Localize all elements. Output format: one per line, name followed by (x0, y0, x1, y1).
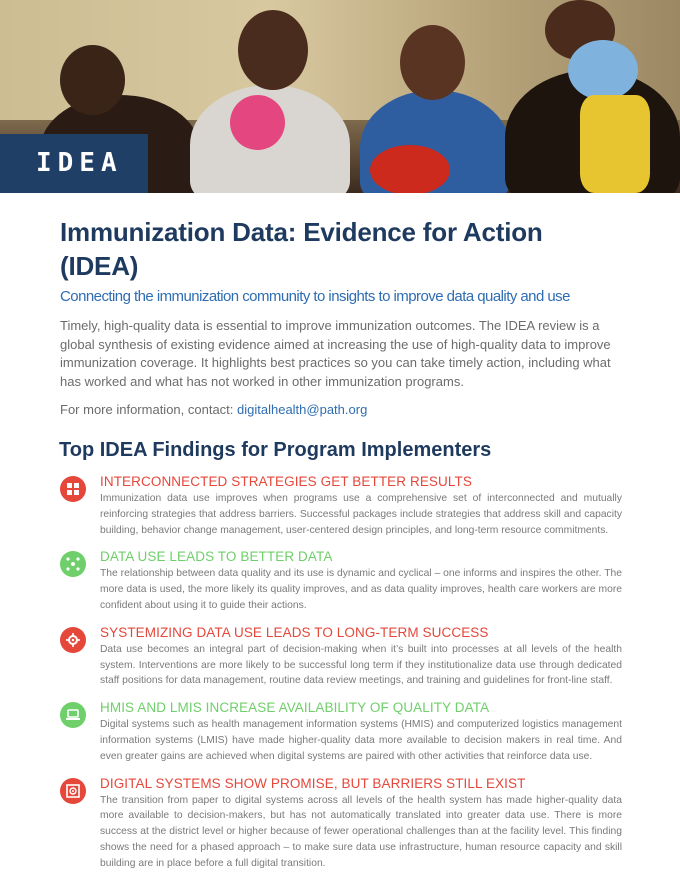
page-subtitle: Connecting the immunization community to insights to improve data quality and use (60, 288, 570, 305)
laptop-icon (60, 702, 86, 728)
hero-wrap-yellow (580, 95, 650, 193)
hero-person-3-head (400, 25, 465, 100)
puzzle-icon (60, 476, 86, 502)
intro-paragraph: Timely, high-quality data is essential to improve immunization outcomes. The IDEA review is a global synthesis of existing evidence aimed at increasing the use of high-quality data to improve immunization coverage. It highlights best practices so you can take timely action, including what has worked and what has not worked in other immunization programs. (60, 318, 611, 389)
finding-item (60, 624, 622, 689)
finding-item (60, 473, 622, 538)
network-icon (60, 551, 86, 577)
idea-tag: IDEA (0, 134, 148, 193)
hero-baby-pink (230, 95, 285, 150)
contact-line (60, 401, 622, 419)
hero-person-1-head (60, 45, 125, 115)
finding-item (60, 548, 622, 613)
finding-heading: SYSTEMIZING DATA USE LEADS TO LONG-TERM SUCCESS (100, 624, 489, 640)
finding-body: The relationship between data quality and its use is dynamic and cyclical – one informs and inspires the other. The more data is used, the more likely its quality improves, and as data quality improves, health care workers are more confident about using it to guide their actions. (100, 568, 622, 611)
hero-baby-red (370, 145, 450, 193)
gears-icon (60, 627, 86, 653)
page-title: Immunization Data: Evidence for Action (IDEA) (60, 217, 543, 281)
finding-heading: INTERCONNECTED STRATEGIES GET BETTER RESULTS (100, 474, 472, 489)
finding-heading: HMIS AND LMIS INCREASE AVAILABILITY OF QUALITY DATA (100, 700, 490, 716)
main-content (60, 215, 622, 872)
finding-item (60, 699, 622, 764)
finding-body: Data use becomes an integral part of decision-making when it’s built into processes at all levels of the health system. Interventions are more likely to be successful long term if they institutionalize data use through dedicated staff positions for data management, routine data review meetings, and training and guidelines for front-line staff. (100, 643, 622, 687)
finding-heading: DATA USE LEADS TO BETTER DATA (100, 549, 333, 565)
hero-baby-blue (568, 40, 638, 100)
contact-prefix: For more information, contact: (60, 402, 238, 417)
contact-email-link[interactable]: digitalhealth@path.org (237, 402, 368, 417)
findings-section-title: Top IDEA Findings for Program Implementers (59, 439, 492, 461)
finding-heading: DIGITAL SYSTEMS SHOW PROMISE, BUT BARRIERS STILL EXIST (100, 775, 526, 791)
hero-person-2-head (238, 10, 308, 90)
finding-body: Digital systems such as health management information systems (HMIS) and computerized logistics management information systems (LMIS) have made higher-quality data more available to decision makers in real time. And even greater gains are achieved when digital systems are paired with other activities that reinforce data use. (100, 719, 622, 762)
target-icon (60, 778, 86, 804)
finding-body: Immunization data use improves when programs use a comprehensive set of interconnected and mutually reinforcing strategies that address barriers. Successful packages include strategies that address skill and capacity building, behavior change management, user-centered design principles, and long-term resource commitments. (100, 493, 622, 536)
finding-body: The transition from paper to digital systems across all levels of the health system has made higher-quality data more available to decision-makers, but has not automatically translated into greater data use. There is more success at the district level or higher because of fewer operational challenges than at the facility level. This finding shows the need for a phased approach – to make sure data use infrastructure, human resource capacity and skill building are in place before a full digital transition. (100, 794, 622, 869)
finding-item (60, 775, 622, 872)
